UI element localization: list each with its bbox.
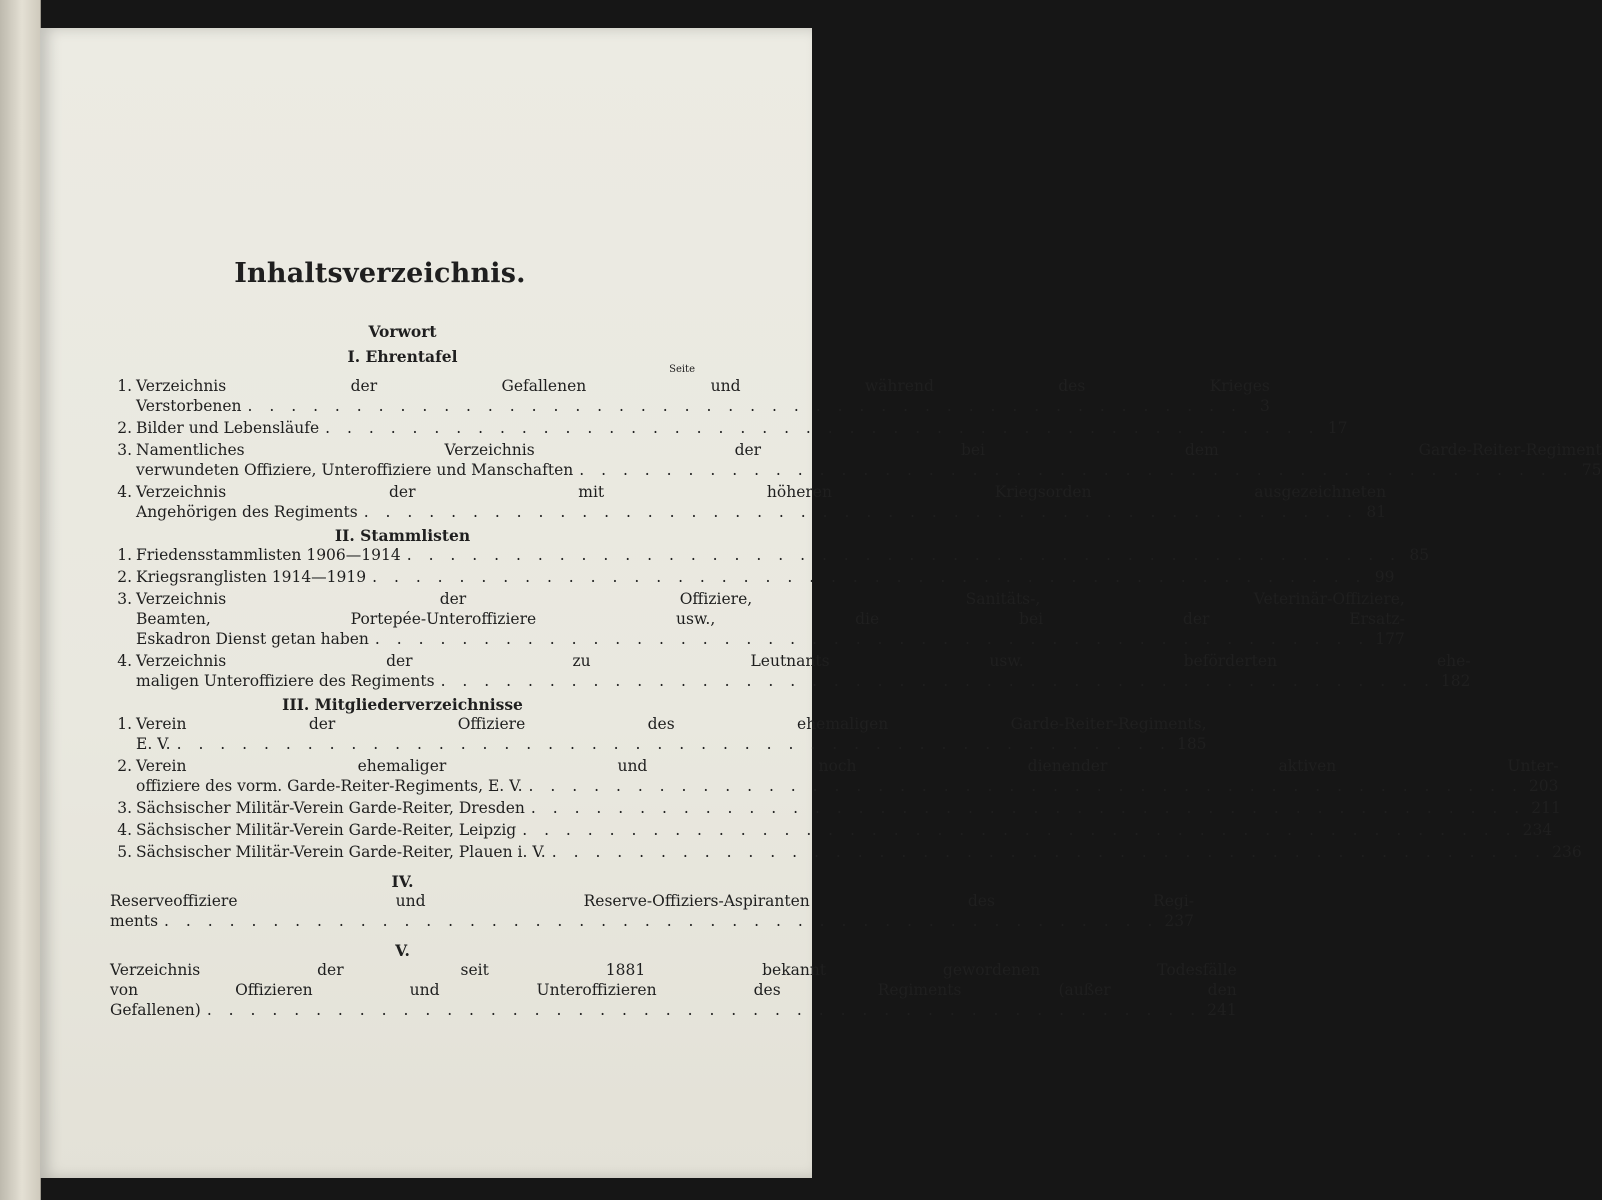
entry-last-line <box>136 567 1394 587</box>
toc-entry <box>110 376 1270 416</box>
entry-last-text: E. V. <box>136 735 171 753</box>
page-number: 85 <box>1409 546 1430 564</box>
table-of-contents <box>110 318 1602 1022</box>
entry-last-text: offiziere des vorm. Garde-Reiter-Regiments, E. V. <box>136 777 523 795</box>
toc-entry <box>110 418 1348 438</box>
entry-last-line <box>136 502 1386 522</box>
entry-last-line <box>136 798 1561 818</box>
entry-text <box>136 756 1559 796</box>
page-number: 234 <box>1522 821 1553 839</box>
entry-last-text: Sächsischer Militär-Verein Garde-Reiter, Dresden <box>136 799 525 817</box>
entry-line: von Offizieren und Unteroffizieren des Regiments (außer den <box>110 981 1237 999</box>
entry-last-line <box>136 842 1582 862</box>
dot-leader <box>531 798 1525 818</box>
entry-line: Verzeichnis der Offiziere, Sanitäts-, Veterinär-Offiziere, <box>136 590 1405 608</box>
entry-last-line <box>136 671 1471 691</box>
entry-number: 1. <box>117 546 132 564</box>
entry-last-text: maligen Unteroffiziere des Regiments <box>136 672 435 690</box>
entry-text <box>136 545 1429 565</box>
dot-leader <box>372 567 1366 587</box>
page-number: 185 <box>1176 735 1207 753</box>
page-number: 182 <box>1440 672 1471 690</box>
dot-leader <box>375 629 1369 649</box>
entry-number: 1. <box>117 377 132 395</box>
entry-last-line <box>136 734 1207 754</box>
page-number: 237 <box>1164 912 1194 930</box>
dot-leader <box>248 396 1242 416</box>
section-heading: II. Stammlisten <box>334 526 471 545</box>
toc-entry <box>110 545 1430 565</box>
dot-leader <box>579 460 1573 480</box>
page-number: 211 <box>1531 799 1561 817</box>
entry-text <box>110 960 1237 1020</box>
entry-last-text: Eskadron Dienst getan haben <box>136 630 369 648</box>
entry-text <box>136 482 1386 522</box>
entry-last-text: Bilder und Lebensläufe <box>136 419 320 437</box>
entry-last-text: Angehörigen des Regiments <box>136 503 358 521</box>
entry-line: Verzeichnis der zu Leutnants usw. beförderten ehe- <box>136 652 1471 670</box>
entry-line: Verzeichnis der mit höheren Kriegsorden ausgezeichneten <box>136 483 1387 501</box>
dot-leader <box>177 734 1171 754</box>
entry-number: 3. <box>117 441 132 459</box>
entry-last-line <box>110 1000 1237 1020</box>
entry-last-text: ments <box>110 912 159 930</box>
toc-entry <box>110 589 1405 649</box>
entry-number: 1. <box>117 715 132 733</box>
entry-line: Verein ehemaliger und noch dienender aktiven Unter- <box>136 757 1559 775</box>
dot-leader <box>407 545 1401 565</box>
book-page <box>40 28 1602 1178</box>
entry-last-text: Kriegsranglisten 1914—1919 <box>136 568 367 586</box>
entry-text <box>136 820 1552 840</box>
page-number: 203 <box>1528 777 1559 795</box>
entry-line: Reserveoffiziere und Reserve-Offiziers-Aspiranten des Regi- <box>110 892 1194 910</box>
entry-number: 4. <box>117 652 132 670</box>
dot-leader <box>164 911 1158 931</box>
dot-leader <box>325 418 1319 438</box>
toc-entry <box>110 820 1553 840</box>
entry-text <box>136 714 1207 754</box>
page-number: 3 <box>1260 397 1270 415</box>
entry-last-line <box>136 820 1552 840</box>
entry-text <box>136 842 1582 862</box>
entry-last-line <box>136 629 1405 649</box>
entry-text <box>136 589 1405 649</box>
section-heading: IV. <box>391 872 414 891</box>
entry-last-text: Verstorbenen <box>136 397 242 415</box>
entry-last-line <box>136 776 1559 796</box>
vorwort-heading: Vorwort <box>368 322 437 341</box>
entry-line: Namentliches Verzeichnis der bei dem Garde-Reiter-Regiment <box>136 441 1602 459</box>
toc-entry <box>110 440 1602 480</box>
toc-entry <box>110 714 1207 754</box>
entry-text <box>136 440 1602 480</box>
entry-number: 3. <box>117 590 132 608</box>
page-number: 17 <box>1327 419 1348 437</box>
page-number: 236 <box>1552 843 1582 861</box>
entry-number: 2. <box>117 757 132 775</box>
entry-last-text: Sächsischer Militär-Verein Garde-Reiter, Leipzig <box>136 821 517 839</box>
entry-last-text: Friedensstammlisten 1906—1914 <box>136 546 401 564</box>
entry-last-line <box>136 418 1348 438</box>
entry-text <box>110 891 1194 931</box>
entry-text <box>136 376 1270 416</box>
page-number: 241 <box>1207 1001 1237 1019</box>
dot-leader <box>364 502 1358 522</box>
toc-entry <box>110 567 1395 587</box>
section-heading: I. Ehrentafel <box>347 347 458 366</box>
entry-last-line <box>136 460 1602 480</box>
toc-entry <box>110 482 1387 522</box>
entry-number: 2. <box>117 568 132 586</box>
entry-last-text: Gefallenen) <box>110 1001 201 1019</box>
toc-entry <box>110 842 1582 862</box>
section-heading: III. Mitgliederverzeichnisse <box>282 695 523 714</box>
entry-last-line <box>110 911 1194 931</box>
section-heading: V. <box>395 941 410 960</box>
toc-entry <box>110 891 1194 931</box>
entry-text <box>136 798 1561 818</box>
left-page-edge <box>0 0 41 1200</box>
dot-leader <box>552 842 1546 862</box>
entry-line: Beamten, Portepée-Unteroffiziere usw., die bei der Ersatz- <box>136 610 1405 628</box>
entry-last-line <box>136 396 1270 416</box>
entry-number: 3. <box>117 799 132 817</box>
entry-number: 4. <box>117 821 132 839</box>
entry-line: Verzeichnis der Gefallenen und während des Krieges <box>136 377 1270 395</box>
page-number: 75 <box>1581 461 1602 479</box>
toc-entry <box>110 651 1471 691</box>
entry-number: 4. <box>117 483 132 501</box>
page-title: Inhaltsverzeichnis. <box>234 258 526 289</box>
page-number: 99 <box>1374 568 1395 586</box>
entry-text <box>136 567 1394 587</box>
dot-leader <box>207 1000 1201 1020</box>
toc-entry <box>110 960 1237 1020</box>
seite-label: Seite <box>669 364 695 375</box>
dot-leader <box>522 820 1516 840</box>
entry-number: 2. <box>117 419 132 437</box>
entry-line: Verein der Offiziere des ehemaligen Garde-Reiter-Regiments, <box>136 715 1207 733</box>
page-number: 81 <box>1366 503 1387 521</box>
entry-last-text: verwundeten Offiziere, Unteroffiziere und Manschaften <box>136 461 574 479</box>
entry-number: 5. <box>117 843 132 861</box>
dot-leader <box>529 776 1523 796</box>
toc-entry <box>110 756 1559 796</box>
entry-line: Verzeichnis der seit 1881 bekannt gewordenen Todesfälle <box>110 961 1237 979</box>
entry-last-line <box>136 545 1429 565</box>
toc-entry <box>110 798 1561 818</box>
entry-last-text: Sächsischer Militär-Verein Garde-Reiter, Plauen i. V. <box>136 843 546 861</box>
dot-leader <box>441 671 1435 691</box>
page-number: 177 <box>1375 630 1405 648</box>
entry-text <box>136 418 1348 438</box>
entry-text <box>136 651 1471 691</box>
